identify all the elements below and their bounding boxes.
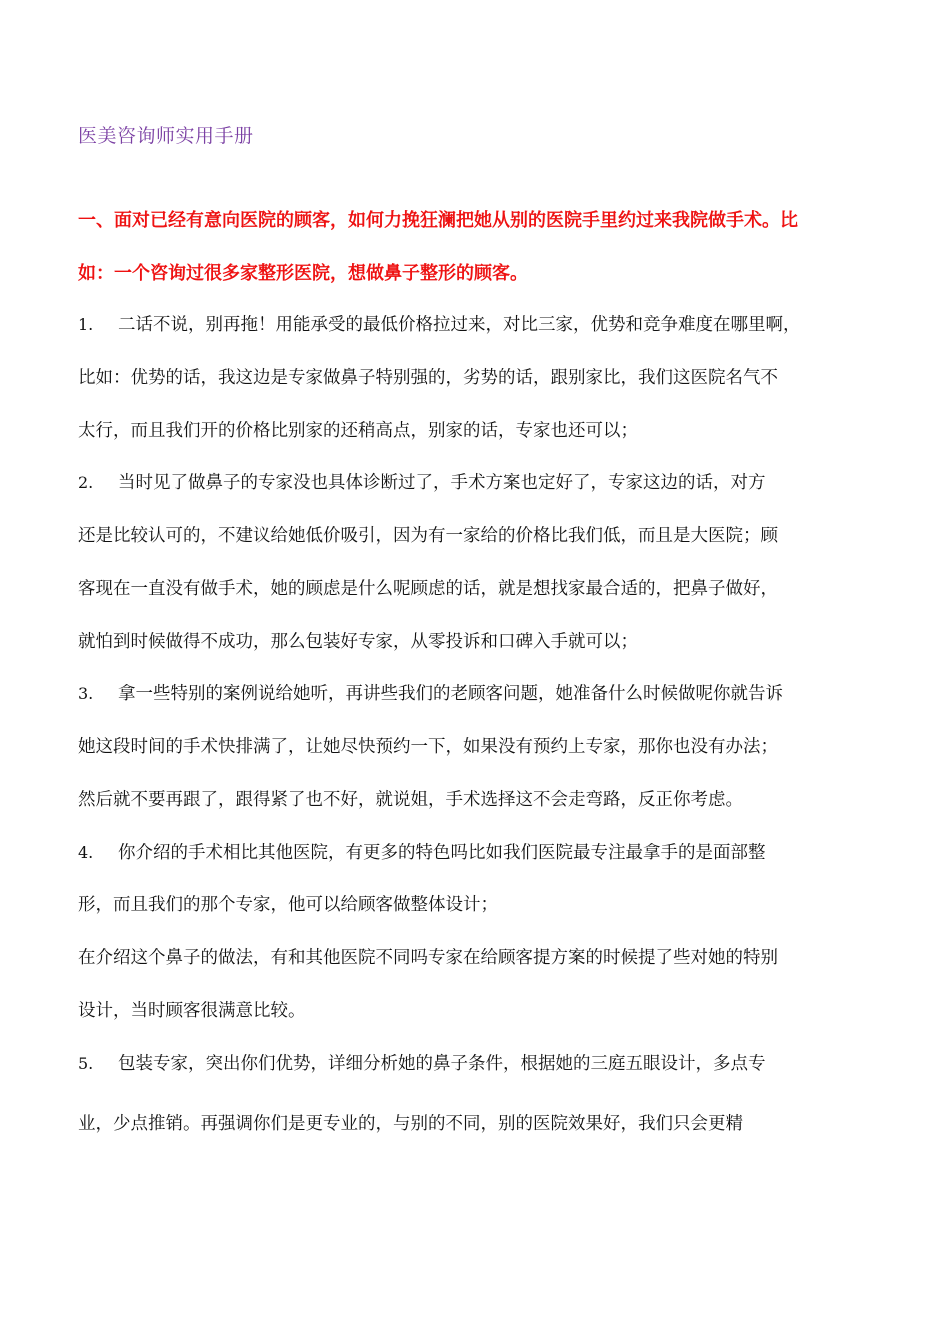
list-item-5-line-1 [78, 1050, 766, 1075]
list-item-2-line-4: 就怕到时候做得不成功，那么包装好专家，从零投诉和口碑入手就可以； [78, 632, 638, 652]
list-item-3-line-2: 她这段时间的手术快排满了，让她尽快预约一下，如果没有预约上专家，那你也没有办法； [78, 737, 778, 757]
list-item-text: 当时见了做鼻子的专家没也具体诊断过了，手术方案也定好了，专家这边的话，对方 [118, 473, 766, 493]
document-title: 医美咨询师实用手册 [78, 125, 254, 147]
list-item-number: 3. [78, 684, 94, 703]
list-item-number: 5. [78, 1054, 94, 1073]
list-item-4-line-3: 在介绍这个鼻子的做法，有和其他医院不同吗专家在给顾客提方案的时候提了些对她的特别 [78, 948, 778, 968]
list-item-3-line-3: 然后就不要再跟了，跟得紧了也不好，就说姐，手术选择这不会走弯路，反正你考虑。 [78, 790, 743, 810]
list-item-2-line-1 [78, 469, 766, 494]
section-heading-line-2: 如：一个咨询过很多家整形医院，想做鼻子整形的顾客。 [78, 263, 528, 284]
list-item-number: 4. [78, 843, 94, 862]
list-item-number: 2. [78, 473, 94, 492]
list-item-text: 包装专家，突出你们优势，详细分析她的鼻子条件，根据她的三庭五眼设计，多点专 [118, 1054, 766, 1074]
list-item-text: 你介绍的手术相比其他医院，有更多的特色吗比如我们医院最专注最拿手的是面部整 [118, 843, 766, 863]
list-item-5-line-2: 业，少点推销。再强调你们是更专业的，与别的不同，别的医院效果好，我们只会更精 [78, 1114, 743, 1134]
list-item-1-line-1 [78, 311, 801, 336]
list-item-text: 二话不说，别再拖！用能承受的最低价格拉过来，对比三家，优势和竞争难度在哪里啊， [118, 315, 801, 335]
list-item-3-line-1 [78, 680, 783, 705]
list-item-1-line-3: 太行，而且我们开的价格比别家的还稍高点，别家的话，专家也还可以； [78, 421, 638, 441]
list-item-4-line-4: 设计，当时顾客很满意比较。 [78, 1001, 306, 1021]
section-heading-line-1: 一、面对已经有意向医院的顾客，如何力挽狂澜把她从别的医院手里约过来我院做手术。比 [78, 210, 798, 231]
list-item-number: 1. [78, 315, 94, 334]
list-item-4-line-1 [78, 839, 766, 864]
list-item-1-line-2: 比如：优势的话，我这边是专家做鼻子特别强的，劣势的话，跟别家比，我们这医院名气不 [78, 368, 778, 388]
list-item-4-line-2: 形，而且我们的那个专家，他可以给顾客做整体设计； [78, 895, 498, 915]
list-item-2-line-2: 还是比较认可的，不建议给她低价吸引，因为有一家给的价格比我们低，而且是大医院；顾 [78, 526, 778, 546]
list-item-2-line-3: 客现在一直没有做手术，她的顾虑是什么呢顾虑的话，就是想找家最合适的，把鼻子做好， [78, 579, 778, 599]
list-item-text: 拿一些特别的案例说给她听，再讲些我们的老顾客问题，她准备什么时候做呢你就告诉 [118, 684, 783, 704]
